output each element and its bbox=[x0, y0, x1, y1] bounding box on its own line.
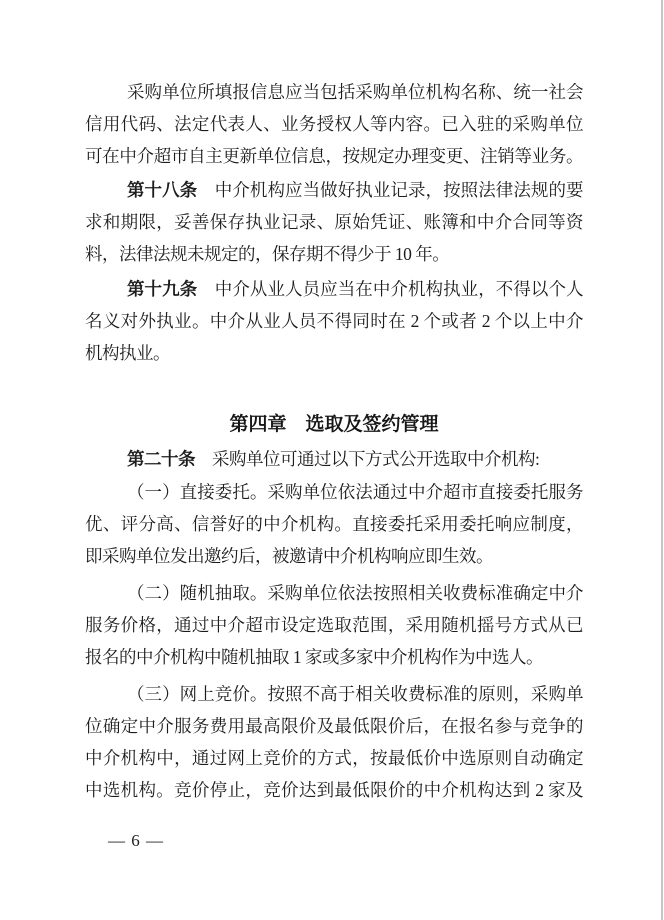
text-line: （一）直接委托。采购单位依法通过中介超市直接委托服务 bbox=[127, 482, 583, 502]
text-line: 即采购单位发出邀约后，被邀请中介机构响应即生效。 bbox=[85, 546, 493, 566]
text-line: 可在中介超市自主更新单位信息，按规定办理变更、注销等业务。 bbox=[85, 146, 583, 166]
article-text: 中介从业人员应当在中介机构执业，不得以个人 bbox=[197, 279, 584, 299]
text-line: 位确定中介服务费用最高限价及最低限价后，在报名参与竞争的 bbox=[85, 716, 583, 736]
text-line bbox=[85, 273, 583, 305]
scan-edge-artifact bbox=[661, 0, 663, 920]
paragraph-article-18 bbox=[85, 174, 583, 270]
text-line: 信用代码、法定代表人、业务授权人等内容。已入驻的采购单位 bbox=[85, 114, 583, 134]
paragraph-filing-info bbox=[85, 76, 583, 172]
article-text: 采购单位可通过以下方式公开选取中介机构: bbox=[195, 449, 540, 469]
paragraph-item-1-direct-appointment bbox=[85, 476, 583, 572]
paragraph-article-20 bbox=[85, 443, 583, 475]
text-line: 机构执业。 bbox=[85, 343, 170, 363]
text-line bbox=[85, 174, 583, 206]
text-line: 名义对外执业。中介从业人员不得同时在 2 个或者 2 个以上中介 bbox=[85, 311, 583, 331]
text-line: 服务价格，通过中介超市设定选取范围，采用随机摇号方式从已 bbox=[85, 615, 583, 635]
chapter-heading: 第四章 选取及签约管理 bbox=[229, 414, 439, 435]
page-number: — 6 — bbox=[108, 831, 164, 850]
article-text: 中介机构应当做好执业记录，按照法律法规的要 bbox=[197, 180, 584, 200]
text-line: 中选机构。竞价停止，竞价达到最低限价的中介机构达到 2 家及 bbox=[85, 780, 583, 800]
article-number-bold: 第十八条 bbox=[127, 180, 198, 200]
text-line: 求和期限，妥善保存执业记录、原始凭证、账簿和中介合同等资 bbox=[85, 212, 583, 232]
text-line: （二）随机抽取。采购单位依法按照相关收费标准确定中介 bbox=[127, 583, 583, 603]
text-line: 料，法律法规未规定的，保存期不得少于 10 年。 bbox=[85, 244, 450, 264]
paragraph-item-2-random-selection bbox=[85, 577, 583, 673]
text-line bbox=[85, 443, 583, 475]
text-line: 采购单位所填报信息应当包括采购单位机构名称、统一社会 bbox=[127, 82, 583, 102]
text-line: 优、评分高、信誉好的中介机构。直接委托采用委托响应制度， bbox=[85, 514, 583, 534]
text-line: 中介机构中，通过网上竞价的方式，按最低价中选原则自动确定 bbox=[85, 748, 583, 768]
paragraph-article-19 bbox=[85, 273, 583, 369]
paragraph-item-3-online-bidding bbox=[85, 678, 583, 806]
article-number-bold: 第十九条 bbox=[127, 279, 198, 299]
text-line: 报名的中介机构中随机抽取 1 家或多家中介机构作为中选人。 bbox=[85, 647, 543, 667]
text-line: （三）网上竞价。按照不高于相关收费标准的原则，采购单 bbox=[127, 684, 583, 704]
article-number-bold: 第二十条 bbox=[127, 449, 195, 469]
document-body bbox=[85, 76, 583, 806]
